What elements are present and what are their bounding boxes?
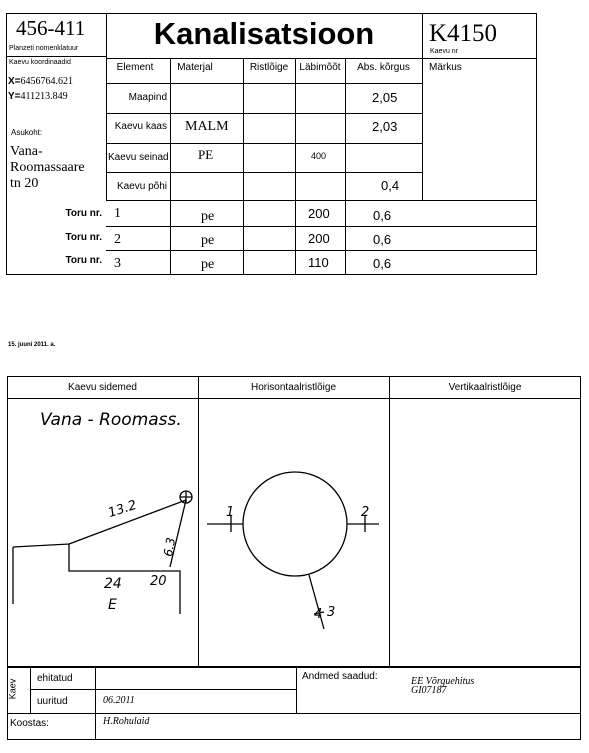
author-value: H.Rohulaid — [103, 716, 150, 727]
divider — [345, 58, 346, 275]
pipe-row-label: Toru nr. — [65, 255, 102, 266]
nomenclature-caption: Planzeti nomenklatuur — [9, 45, 79, 52]
divider — [7, 713, 581, 714]
row-element-label: Maapind — [128, 92, 167, 103]
nomenclature: 456-411 — [16, 16, 86, 40]
divider — [296, 667, 297, 713]
pipe-diameter: 200 — [308, 206, 330, 221]
divider — [30, 667, 31, 713]
divider — [106, 83, 422, 84]
pipe-label-1: 1 — [226, 505, 235, 520]
pipe-material: pe — [201, 257, 215, 272]
row-element-label: Kaevu seinad — [108, 152, 169, 163]
pipe-number: 2 — [114, 232, 121, 247]
location-line2: Roomassaare — [10, 160, 85, 175]
well-circle — [243, 472, 347, 576]
data-from-label: Andmed saadud: — [302, 671, 378, 682]
col-header-cross: Ristlõige — [249, 62, 289, 73]
col-header-element: Element — [116, 62, 154, 73]
pipe-material: pe — [201, 233, 215, 248]
house-letter: E — [108, 597, 117, 613]
y-label: Y= — [8, 91, 21, 102]
data-from-line1: EE Võrguehitus — [411, 676, 475, 687]
distance-c: 20 — [150, 574, 167, 589]
y-value: 411213.849 — [20, 91, 68, 102]
divider — [243, 58, 244, 275]
divider — [422, 13, 423, 201]
col-header-diameter: Läbimõõt — [299, 62, 341, 73]
location-line3: tn 20 — [10, 176, 39, 191]
coords-caption: Kaevu koordinaadid — [9, 59, 71, 66]
location-caption: Asukoht: — [11, 128, 43, 137]
divider — [95, 667, 96, 740]
divider — [389, 376, 390, 667]
footer-block — [7, 667, 581, 740]
row-height-value: 2,05 — [372, 90, 398, 105]
pipe-diameter: 200 — [308, 231, 330, 246]
pipe-height: 0,6 — [373, 232, 392, 247]
row-height-value: 2,03 — [372, 119, 398, 134]
row-element-label: Kaevu kaas — [114, 121, 167, 132]
section-title-ties: Kaevu sidemed — [68, 382, 137, 393]
divider — [106, 226, 537, 227]
footer-side-label: Kaev — [7, 678, 18, 700]
divider — [106, 250, 537, 251]
surveyed-label: uuritud — [37, 696, 68, 707]
location-line1: Vana- — [10, 144, 43, 159]
y-coordinate — [8, 91, 68, 102]
ties-sketch — [8, 399, 198, 666]
pipe-height: 0,6 — [373, 256, 392, 271]
well-number-caption: Kaevu nr — [430, 48, 459, 55]
distance-b: 6.3 — [160, 536, 179, 558]
row-material-value: MALM — [185, 119, 229, 134]
divider — [30, 689, 296, 690]
horizontal-section — [199, 399, 389, 666]
pipe-number: 3 — [114, 256, 121, 271]
street-note: Vana - Roomass. — [40, 410, 182, 430]
x-label: X= — [8, 76, 21, 87]
divider — [106, 113, 422, 114]
divider — [106, 200, 537, 201]
section-title-horizontal: Horisontaalristlõige — [250, 382, 337, 393]
divider — [106, 143, 422, 144]
pipe-number: 1 — [114, 206, 121, 221]
divider — [106, 172, 422, 173]
x-value: 6456764.621 — [20, 76, 74, 87]
col-header-note: Märkus — [429, 62, 462, 73]
surveyed-value: 06.2011 — [103, 695, 135, 706]
well-number: K4150 — [429, 20, 498, 47]
pipe-row-label: Toru nr. — [65, 232, 102, 243]
pipe-label-3: 3 — [327, 605, 336, 620]
distance-a: 13.2 — [106, 497, 139, 522]
section-title-vertical: Vertikaalristlõige — [448, 382, 522, 393]
x-coordinate — [8, 76, 73, 87]
row-diameter-value: 400 — [311, 151, 327, 161]
pipe-label-3-prefix: 4 — [314, 607, 323, 622]
author-label: Koostas: — [10, 718, 49, 729]
pipe-row-label: Toru nr. — [65, 208, 102, 219]
row-material-value: PE — [198, 147, 214, 162]
row-element-label: Kaevu põhi — [116, 181, 167, 192]
pipe-material: pe — [201, 209, 215, 224]
pipe-height: 0,6 — [373, 208, 392, 223]
built-label: ehitatud — [37, 673, 73, 684]
pipe-label-2: 2 — [361, 505, 370, 520]
date-line: 15. juuni 2011. a. — [8, 342, 56, 348]
data-from-line2: GI07187 — [411, 685, 447, 696]
divider — [170, 58, 171, 275]
house-number: 24 — [104, 576, 122, 592]
row-height-value: 0,4 — [381, 178, 400, 193]
pipe-diameter: 110 — [308, 255, 329, 270]
divider — [295, 58, 296, 275]
page-title: Kanalisatsioon — [153, 16, 375, 51]
col-header-height: Abs. kõrgus — [357, 62, 410, 73]
col-header-material: Materjal — [177, 62, 213, 73]
divider — [6, 56, 106, 57]
